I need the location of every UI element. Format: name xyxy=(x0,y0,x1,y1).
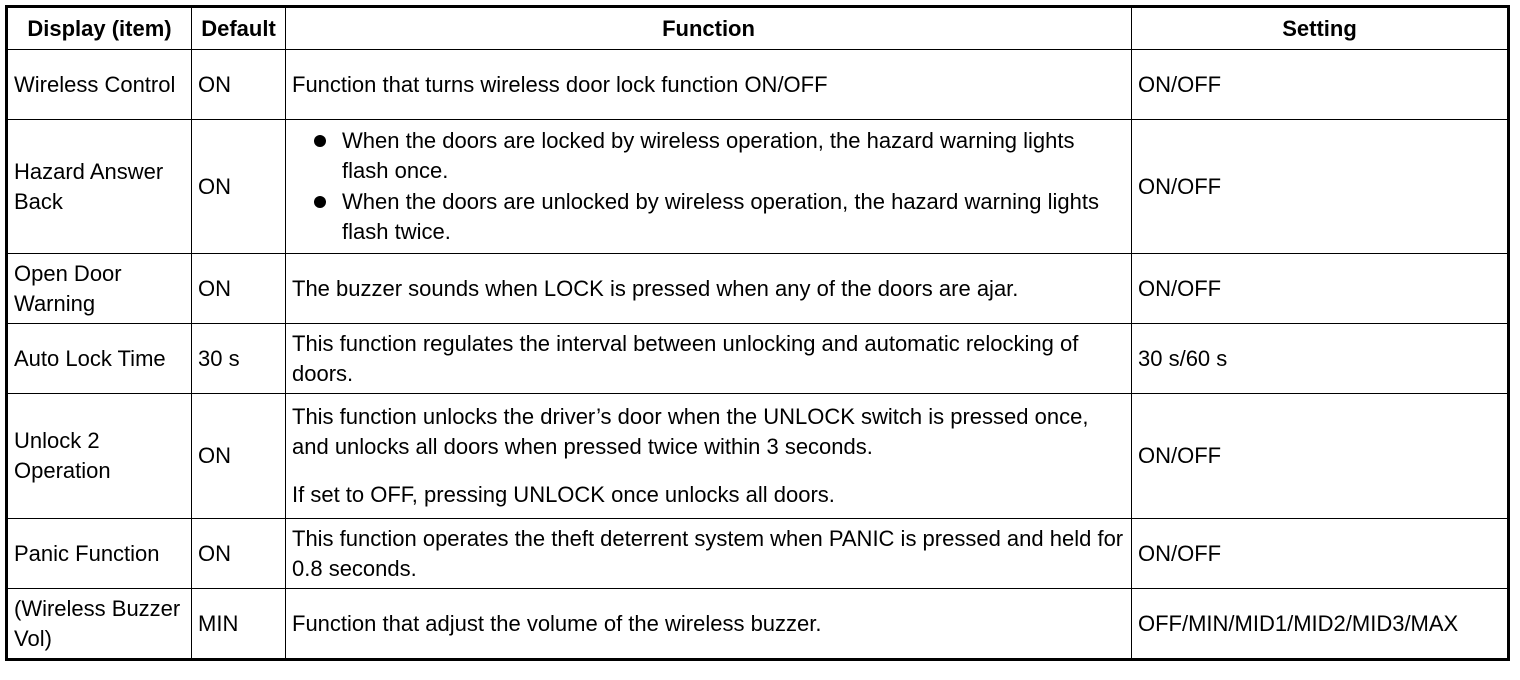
bullet-text: When the doors are locked by wireless operation, the hazard warning lights flash once. xyxy=(342,128,1075,183)
display-item-cell: (Wireless Buzzer Vol) xyxy=(7,589,192,660)
header-display-item: Display (item) xyxy=(7,7,192,50)
function-cell: Function that turns wireless door lock function ON/OFF xyxy=(286,50,1132,120)
bullet-item xyxy=(308,126,1125,186)
display-item-cell: Hazard Answer Back xyxy=(7,120,192,254)
display-item-cell: Open Door Warning xyxy=(7,254,192,324)
setting-cell: ON/OFF xyxy=(1132,519,1509,589)
function-paragraph: This function unlocks the driver’s door when the UNLOCK switch is pressed once, and unlocks all doors when pressed twice within 3 seconds. xyxy=(292,404,1089,459)
function-cell: The buzzer sounds when LOCK is pressed when any of the doors are ajar. xyxy=(286,254,1132,324)
default-cell: ON xyxy=(192,254,286,324)
setting-cell: ON/OFF xyxy=(1132,120,1509,254)
header-setting: Setting xyxy=(1132,7,1509,50)
function-cell: Function that adjust the volume of the wireless buzzer. xyxy=(286,589,1132,660)
default-cell: 30 s xyxy=(192,324,286,394)
table-row xyxy=(7,120,1509,254)
setting-cell: OFF/MIN/MID1/MID2/MID3/MAX xyxy=(1132,589,1509,660)
default-cell: ON xyxy=(192,50,286,120)
header-function: Function xyxy=(286,7,1132,50)
table-header-row xyxy=(7,7,1509,50)
display-item-cell: Unlock 2 Operation xyxy=(7,394,192,519)
setting-cell: ON/OFF xyxy=(1132,394,1509,519)
function-cell xyxy=(286,120,1132,254)
default-cell: MIN xyxy=(192,589,286,660)
table-row xyxy=(7,394,1509,519)
setting-cell: 30 s/60 s xyxy=(1132,324,1509,394)
function-cell: This function operates the theft deterrent system when PANIC is pressed and held for 0.8 seconds. xyxy=(286,519,1132,589)
default-cell: ON xyxy=(192,394,286,519)
display-item-cell: Wireless Control xyxy=(7,50,192,120)
table-row xyxy=(7,519,1509,589)
table-row xyxy=(7,589,1509,660)
bullet-dot-icon xyxy=(314,135,326,147)
header-default: Default xyxy=(192,7,286,50)
table-row xyxy=(7,50,1509,120)
table-row xyxy=(7,254,1509,324)
bullet-dot-icon xyxy=(314,196,326,208)
display-item-cell: Auto Lock Time xyxy=(7,324,192,394)
function-bullet-list xyxy=(292,126,1125,247)
display-item-cell: Panic Function xyxy=(7,519,192,589)
settings-table-container xyxy=(5,5,1510,661)
settings-table xyxy=(5,5,1510,661)
table-row xyxy=(7,324,1509,394)
default-cell: ON xyxy=(192,519,286,589)
function-paragraph: If set to OFF, pressing UNLOCK once unlocks all doors. xyxy=(292,482,835,507)
function-cell xyxy=(286,394,1132,519)
function-cell: This function regulates the interval between unlocking and automatic relocking of doors. xyxy=(286,324,1132,394)
bullet-text: When the doors are unlocked by wireless operation, the hazard warning lights flash twice. xyxy=(342,189,1099,244)
bullet-item xyxy=(308,187,1125,247)
setting-cell: ON/OFF xyxy=(1132,254,1509,324)
setting-cell: ON/OFF xyxy=(1132,50,1509,120)
default-cell: ON xyxy=(192,120,286,254)
